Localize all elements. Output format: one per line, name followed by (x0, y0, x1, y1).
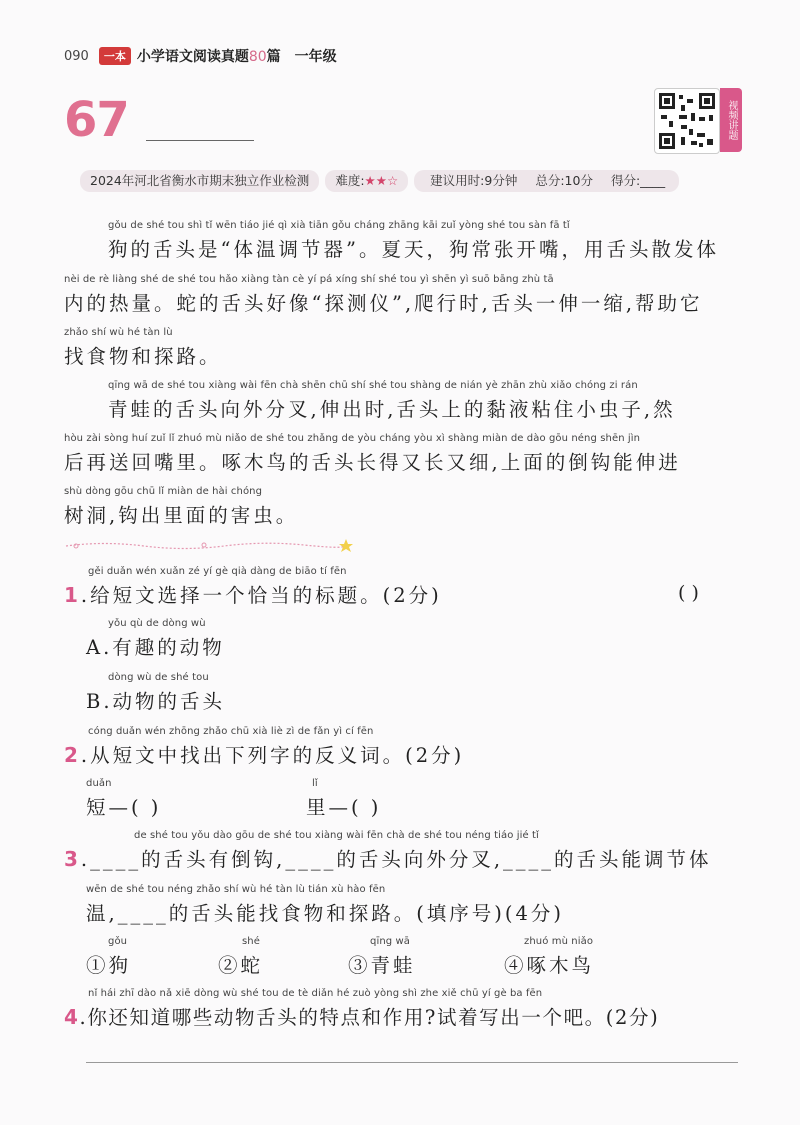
source-label: 2024年河北省衡水市期末独立作业检测 (80, 170, 319, 192)
q3-option-4[interactable]: zhuó mù niǎo ④啄木鸟 (504, 936, 595, 977)
question-number: 3 (64, 847, 81, 871)
info-bar (80, 170, 679, 192)
book-title: 小学语文阅读真题80篇 (136, 49, 281, 65)
passage-line: qīng wā de shé tou xiàng wài fēn chà shēn chū shí shé tou shàng de nián yè zhān zhù xiǎo chóng zi rán 青蛙的舌头向外分叉,伸出时,舌头上的黏液粘住小虫子,然 (108, 380, 676, 421)
title-blank-line (146, 140, 254, 141)
q3-option-2[interactable]: shé ②蛇 (218, 936, 264, 977)
time-score-bar (414, 170, 679, 192)
page-header (64, 44, 337, 68)
question-3-line2: wēn de shé tou néng zhǎo shí wù hé tàn lù tián xù hào fēn 温,____的舌头能找食物和探路。(填序号)(4分) (86, 884, 565, 925)
suggested-time: 建议用时:9分钟 (430, 173, 518, 188)
passage-line: gǒu de shé tou shì tǐ wēn tiáo jié qì xià tiān gǒu cháng zhāng kāi zuǐ yòng shé tou sàn fā tǐ 狗的舌头是“体温调节器”。夏天，狗常张开嘴，用舌头散发体 (108, 220, 719, 261)
q3-option-3[interactable]: qīng wā ③青蛙 (348, 936, 416, 977)
grade-label: 一年级 (294, 49, 337, 65)
passage-number: 67 (64, 92, 129, 148)
question-2: cóng duǎn wén zhōng zhǎo chū xià liè zì de fǎn yì cí fēn 2.从短文中找出下列字的反义词。(2分) (64, 726, 465, 767)
star-icon (339, 539, 353, 552)
antonym-short[interactable]: duǎn 短—( ) (86, 778, 162, 819)
qr-code[interactable] (654, 88, 720, 154)
difficulty-stars: ★★☆ (364, 173, 399, 188)
publisher-logo: 一本 (99, 47, 131, 65)
page-number: 090 (64, 48, 89, 64)
answer-paren[interactable]: ( ) (678, 582, 699, 604)
video-explain-tab[interactable]: 视频讲题 (720, 88, 742, 152)
question-number: 2 (64, 743, 81, 767)
question-4: nǐ hái zhī dào nǎ xiē dòng wù shé tou de tè diǎn hé zuò yòng shì zhe xiě chū yí gè ba fēn 4.你还知道哪些动物舌头的特点和作用?试着写出一个吧。(2分) (64, 988, 660, 1029)
total-score: 总分:10分 (535, 173, 593, 188)
passage-line: hòu zài sòng huí zuǐ lǐ zhuó mù niǎo de shé tou zhǎng de yòu cháng yòu xì shàng miàn de dào gōu néng shēn jìn 后再送回嘴里。啄木鸟的舌头长得又长又细,上面的倒钩能伸进 (64, 433, 681, 474)
question-1: gěi duǎn wén xuǎn zé yí gè qià dàng de biāo tí fēn 1.给短文选择一个恰当的标题。(2分) (64, 566, 442, 607)
qr-code-icon (655, 89, 719, 153)
score-field: 得分:____ (610, 173, 666, 188)
option-a[interactable]: yǒu qù de dòng wù A.有趣的动物 (86, 618, 225, 659)
passage-line: zhǎo shí wù hé tàn lù 找食物和探路。 (64, 327, 222, 368)
option-b[interactable]: dòng wù de shé tou B.动物的舌头 (86, 672, 226, 713)
question-number: 4 (64, 1005, 80, 1029)
decorative-divider (64, 538, 354, 552)
antonym-inside[interactable]: lǐ 里—( ) (306, 778, 382, 819)
q3-option-1[interactable]: gǒu ①狗 (86, 936, 132, 977)
question-3: de shé tou yǒu dào gōu de shé tou xiàng wài fēn chà de shé tou néng tiáo jié tǐ 3.____的舌头有倒钩,____的舌头向外分叉,____的舌头能调节体 (64, 830, 712, 871)
answer-line[interactable] (86, 1062, 738, 1063)
question-number: 1 (64, 583, 81, 607)
passage-line: nèi de rè liàng shé de shé tou hǎo xiàng tàn cè yí pá xíng shí shé tou yì shēn yì suō bāng zhù tā 内的热量。蛇的舌头好像“探测仪”,爬行时,舌头一伸一缩,帮助它 (64, 274, 703, 315)
passage-line: shù dòng gōu chū lǐ miàn de hài chóng 树洞,钩出里面的害虫。 (64, 486, 299, 527)
difficulty: 难度:★★☆ (325, 170, 408, 192)
